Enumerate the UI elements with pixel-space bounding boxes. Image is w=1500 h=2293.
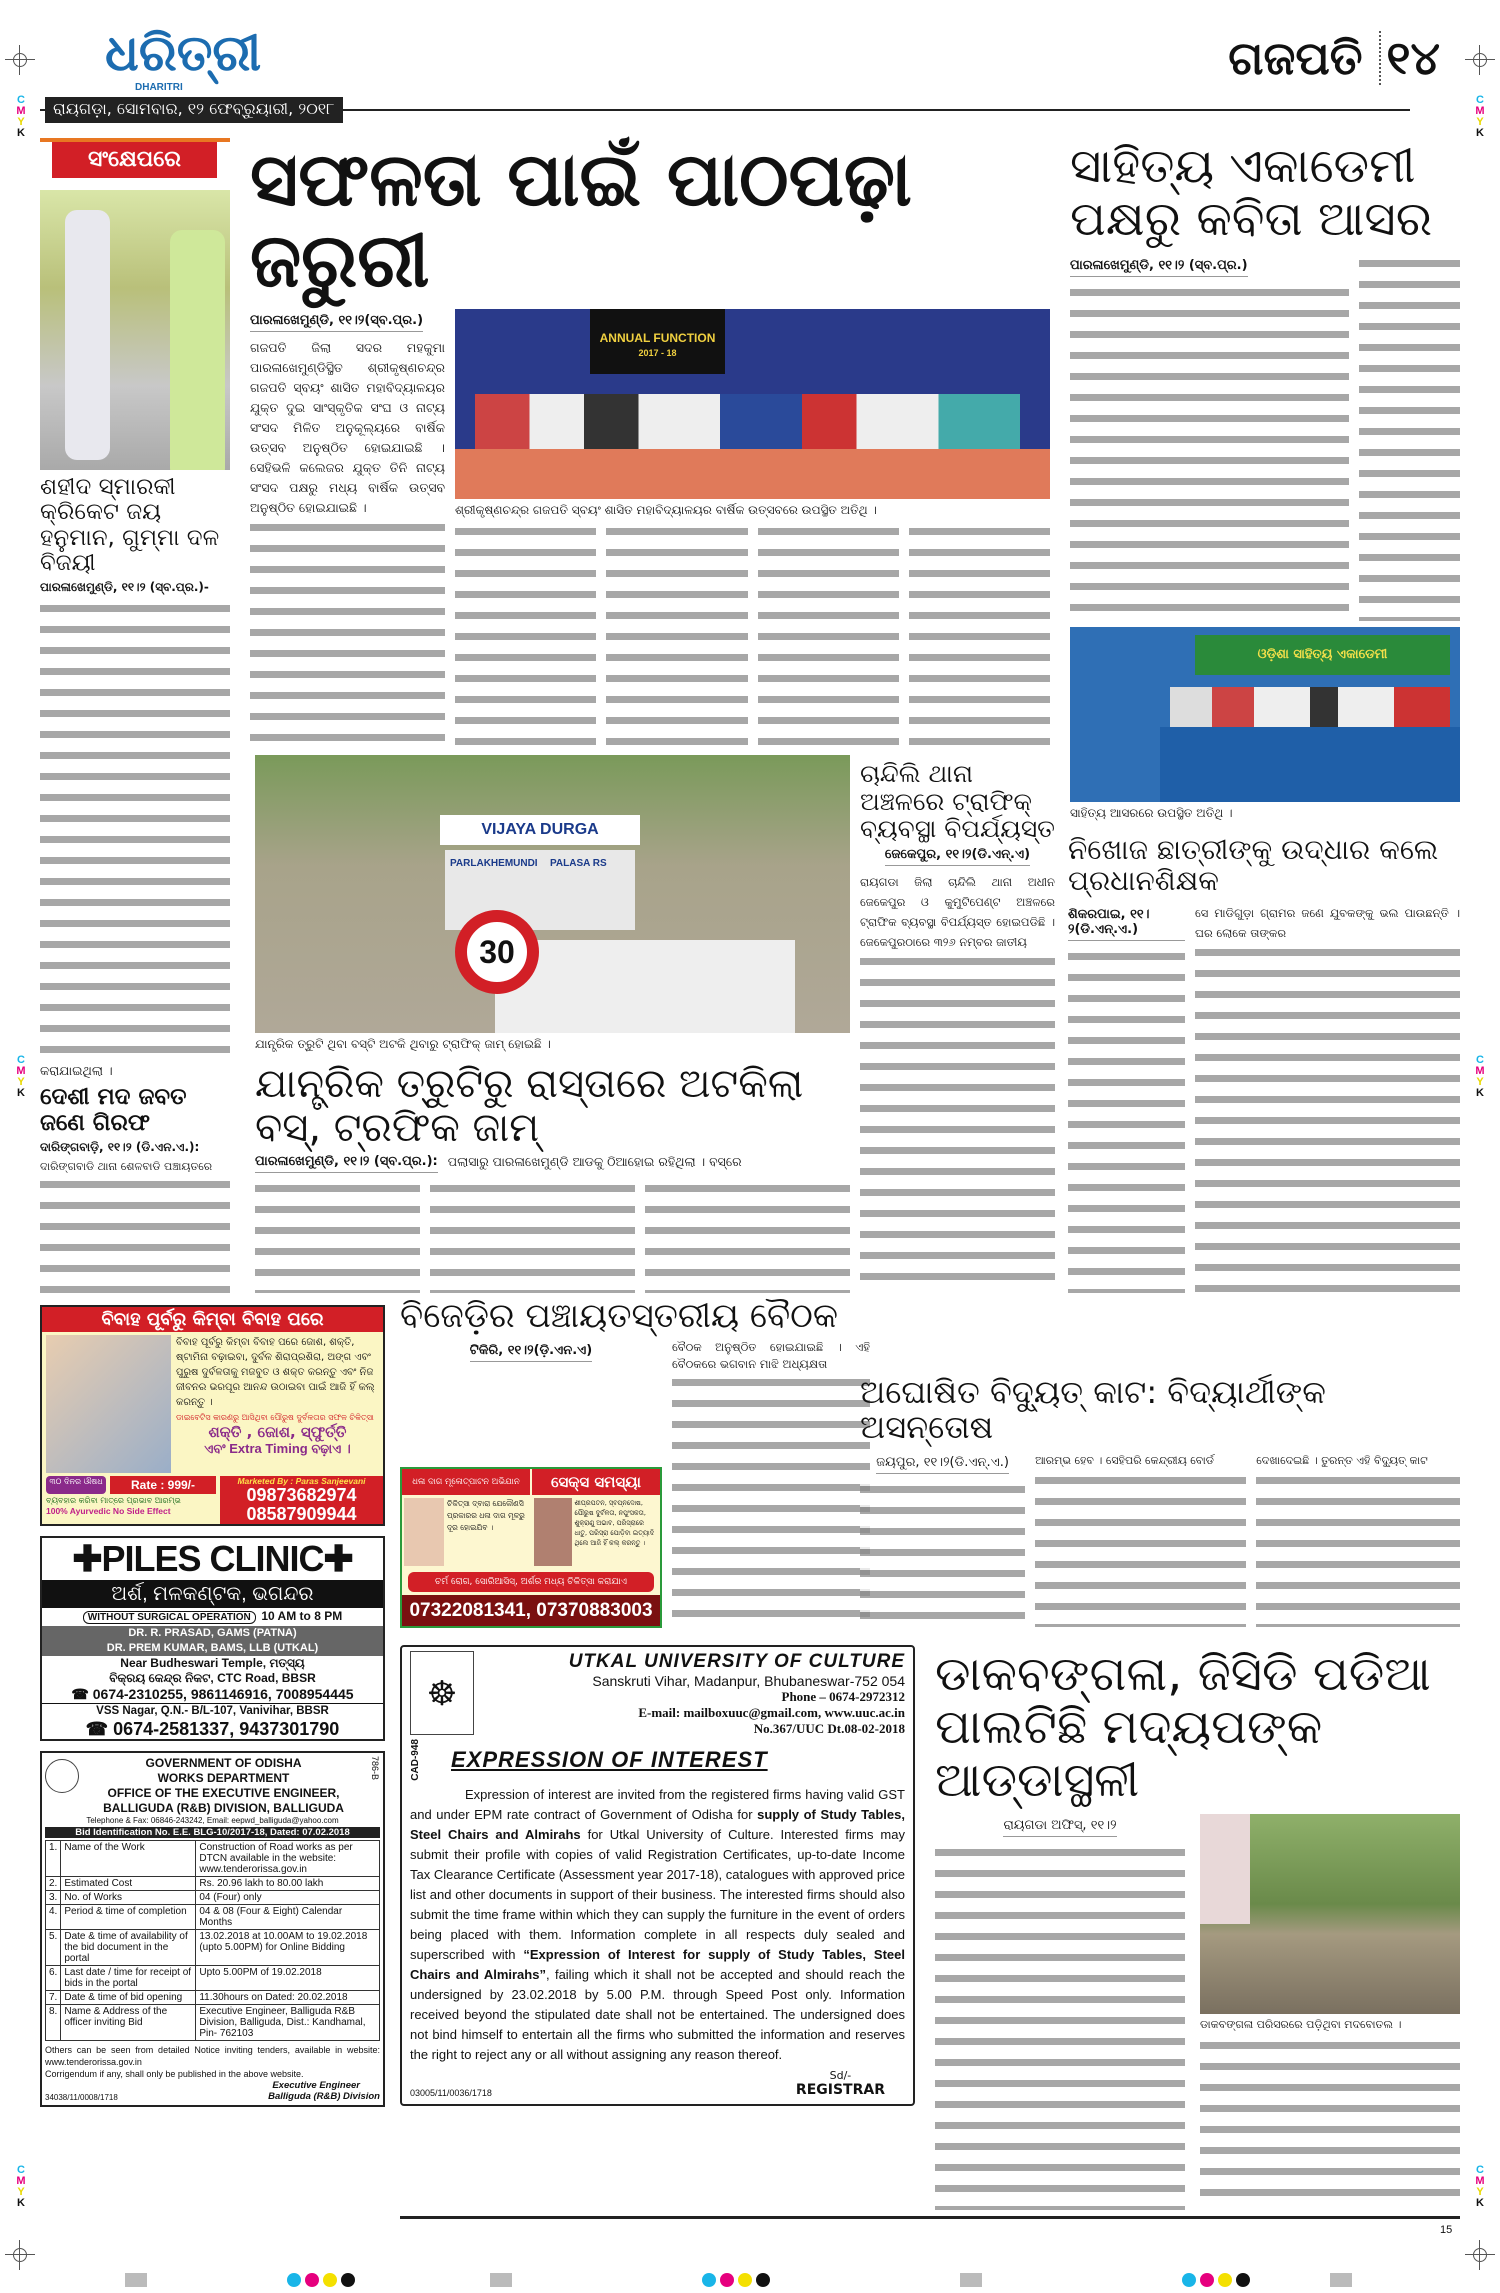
lead-body-col (606, 522, 747, 745)
ad-wedding (40, 1305, 385, 1526)
ad-wedding-contact (220, 1476, 383, 1524)
ad-wedding-rate: Rate : 999/- (110, 1476, 216, 1494)
ad-govt-line: OFFICE OF THE EXECUTIVE ENGINEER, (107, 1786, 340, 1800)
ad-govt-line: GOVERNMENT OF ODISHA (145, 1756, 302, 1770)
nikhoj-body-col (1068, 947, 1185, 1293)
row-number: 3. (46, 1891, 61, 1905)
ad-govt-signature: Executive Engineer (272, 2080, 360, 2091)
ad-wedding-effect: ବ୍ୟବହାର କରିବା ମାତ୍ରେ ପ୍ରଭାବ ଆରମ୍ଭ (46, 1496, 181, 1505)
ad-govt-contact: Telephone & Fax: 06846-243242, Email: eepwd_balliguda@yahoo.com (86, 1816, 339, 1825)
photo-people (475, 394, 1020, 449)
lead-lead: ଗଜପତି ଜିଲା ସଦର ମହକୁମା ପାରଳାଖେମୁଣ୍ଡିସ୍ଥିତ ଶ୍ରୀକୃଷ୍ଣଚନ୍ଦ୍ର ଗଜପତି ସ୍ବୟଂ ଶାସିତ ମହାବିଦ୍ୟାଳୟର ଯୁକ୍ତ ଦୁଇ ସାଂସ୍କୃତିକ ସଂଘ ଓ ନାଟ୍ୟ ସଂସଦ ମିଳିତ ଅନୁକୂଲ୍ୟରେ ବାର୍ଷିକ ଉତ୍ସବ ଅନୁଷ୍ଠିତ ହୋଇଯାଇଛି । ସେହିଭଳି କଲେଜର ଯୁକ୍ତ ତିନି ନାଟ୍ୟ ସଂସଦ ପକ୍ଷରୁ ମଧ୍ୟ ବାର୍ଷିକ ଉତ୍ସବ ଅନୁଷ୍ଠିତ ହୋଇଯାଇଛି । (250, 339, 445, 515)
nikhoj-body-col (1195, 943, 1460, 1293)
ad-piles-phone[interactable]: ☎ 0674-2581337, 9437301790 (85, 1719, 340, 1739)
row-value: 04 (Four) only (196, 1891, 380, 1905)
ad-piles-phone[interactable]: ☎ 0674-2310255, 9861146916, 7008954445 (42, 1686, 383, 1704)
cmyk-strip: C M Y K (16, 94, 26, 139)
ad-piles-address: ବିକ୍ରୟ କେନ୍ଦ୍ର ନିକଟ, CTC Road, BBSR (109, 1671, 316, 1685)
photo-banner (590, 309, 725, 374)
folio-page-number: 15 (1440, 2224, 1453, 2236)
lead-body-col (758, 522, 899, 745)
face-photo (404, 1498, 444, 1566)
table-row (46, 1991, 380, 2005)
bus-board: PARLAKHEMUNDI (450, 858, 538, 869)
ad-piles-doctor: DR. R. PRASAD, GAMS (PATNA) (128, 1627, 297, 1639)
registration-mark (5, 2240, 35, 2270)
color-bar (1330, 2272, 1352, 2291)
section-name: ଗଜପତି (1228, 31, 1363, 85)
eoi-sd: Sd/- (829, 2068, 852, 2082)
ad-govt-note: Others can be seen from detailed Notice inviting tenders, available in website: www.tenderorissa.gov.in (45, 2045, 380, 2067)
dakbangla-headline: ଡାକବଙ୍ଗଳା, ଜିସିଡି ପଡିଆ ପାଲଟିଛି ମଦ୍ୟପଙ୍କ ଆଡ୍ଡାସ୍ଥଳୀ (935, 1646, 1431, 1808)
ad-wedding-purple: ଶକ୍ତି , ଜୋଶ, ସ୍ଫୁର୍ତ୍ତି (208, 1423, 347, 1441)
brief-headline-1: ଶହୀଦ ସ୍ମାରକୀ କ୍ରିକେଟ ଜୟ ହନୁମାନ, ଗୁମ୍ମା ଦଳ ବିଜୟୀ (40, 474, 220, 576)
row-number: 4. (46, 1905, 61, 1930)
odisha-emblem-icon (45, 1759, 79, 1793)
color-bar (125, 2272, 147, 2291)
cmyk-strip: C M Y K (1475, 1054, 1485, 1099)
bus-lead: ପଲାସାରୁ ପାରଳାଖେମୁଣ୍ଡି ଆଡକୁ ଠିଆହୋଇ ରହିଥିଲା । ବସ୍‌ରେ (447, 1154, 742, 1169)
cmyk-strip: C M Y K (16, 2164, 26, 2209)
brief-headline-2: ଦେଶୀ ମଦ ଜବତ ଜଣେ ଗିରଫ (40, 1084, 187, 1136)
eoi-text: Expression of interest are invited from the registered firms having valid GST and under EPM rate contract of Government of Odisha for (410, 1786, 905, 1822)
uuc-name: UTKAL UNIVERSITY OF CULTURE (568, 1651, 905, 1672)
ad-wedding-ayurvedic: 100% Ayurvedic No Side Effect (46, 1506, 171, 1516)
lead-body-col (250, 518, 445, 745)
color-bar (700, 2272, 772, 2291)
bjd-body-col (672, 1373, 870, 1628)
bus-body-col (255, 1179, 420, 1293)
lead-caption: ଶ୍ରୀକୃଷ୍ଣଚନ୍ଦ୍ର ଗଜପତି ସ୍ବୟଂ ଶାସିତ ମହାବିଦ୍ୟାଳୟର ବାର୍ଷିକ ଉତ୍ସବରେ ଉପସ୍ଥିତ ଅତିଥି । (455, 502, 877, 517)
photo-table (1160, 727, 1460, 802)
brief-body-1 (40, 599, 230, 1061)
ad-wedding-days: ୩୦ ଦିନର ଔଷଧ (46, 1476, 106, 1494)
ad-piles-title: ✚PILES CLINIC✚ (72, 1538, 353, 1579)
row-label: Name & Address of the officer inviting Bid (61, 2005, 196, 2041)
left-ads-column (40, 1305, 385, 2107)
brief-label: ସଂକ୍ଷେପରେ (52, 142, 217, 178)
color-bar (1180, 2272, 1252, 2291)
ad-govt-line: BALLIGUDA (R&B) DIVISION, BALLIGUDA (103, 1801, 344, 1815)
ad-piles-doctor: DR. PREM KUMAR, BAMS, LLB (UTKAL) (106, 1642, 319, 1654)
eoi-text-bold: “Expression of Interest for supply of Study Tables, Steel Chairs and Almirahs” (410, 1946, 905, 1982)
ad-govt-bid-id: Bid Identification No. E.E. BLG-10/2017-18, Dated: 07.02.2018 (45, 1827, 380, 1838)
lead-story (250, 137, 1050, 745)
row-number: 5. (46, 1930, 61, 1966)
bjd-headline: ବିଜେଡ଼ିର ପଞ୍ଚାୟତସ୍ତରୀୟ ବୈଠକ (400, 1296, 838, 1336)
bottom-rule (400, 2216, 1460, 2219)
annual-function-photo (455, 309, 1050, 499)
bus-story (255, 755, 850, 1293)
table-row (46, 1877, 380, 1891)
ad-skin-right-body: ଶୀଘ୍ରପତନ, ସ୍ବପ୍ନଦୋଷ, ପୌରୁଷ ଦୁର୍ବଳତା, ନପୁଂସକତା, ଶୁକ୍ରାଣୁ ଅଭାବ, ପରିସ୍ରାରେ ଧାତୁ, ପରିସ୍ରା ପୋଡ଼ିବା ଇତ୍ୟାଦି ଥିଲେ ଆଜି ହିଁ କଲ୍ କରନ୍ତୁ । (574, 1499, 655, 1547)
row-label: Name of the Work (61, 1841, 196, 1877)
table-row (46, 1905, 380, 1930)
uuc-ref-no: No.367/UUC Dt.08-02-2018 (753, 1721, 905, 1736)
sahitya-body-col (1070, 283, 1349, 621)
ad-wedding-title: ବିବାହ ପୂର୍ବରୁ କିମ୍ବା ବିବାହ ପରେ (42, 1307, 383, 1332)
ad-piles-badge: WITHOUT SURGICAL OPERATION (83, 1611, 256, 1624)
ad-skin-band: ଚର୍ମ ରୋଗ, ସୋରିଆସିସ୍, ଅର୍ଶର ମଧ୍ୟ ଚିକିତ୍ସା କରାଯାଏ (408, 1572, 654, 1592)
date-bar: ରାୟଗଡ଼ା, ସୋମବାର, ୧୨ ଫେବ୍ରୁୟାରୀ, ୨୦୧୮ (45, 97, 343, 123)
speed-sign: 30 (455, 910, 539, 994)
tender-table (45, 1840, 380, 2041)
registration-mark (1465, 2240, 1495, 2270)
bus-board: PALASA RS (550, 858, 607, 869)
row-value: Rs. 20.96 lakh to 80.00 lakh (196, 1877, 380, 1891)
couple-photo (534, 1498, 572, 1566)
ad-govt-ref: 34038/11/0008/1718 (45, 2093, 118, 2102)
row-value: Construction of Road works as per DTCN available in the website: www.tenderorissa.gov.in (196, 1841, 380, 1877)
lead-body-col (455, 522, 596, 745)
dakbangla-body-col (1200, 2036, 1460, 2210)
nikhoj-dateline: ଶିକରପାଇ, ୧୧।୨(ଡି.ଏନ୍.ଏ.) (1068, 907, 1185, 941)
power-body-col (860, 1480, 1025, 1627)
power-headline: ଅଘୋଷିତ ବିଦ୍ୟୁତ୍ କାଟ: ବିଦ୍ୟାର୍ଥୀଙ୍କ ଅସନ୍ତୋଷ (860, 1373, 1326, 1447)
power-lead-2: ଆରମ୍ଭ ହେବ । ସେହିପରି କେନ୍ଦ୍ରୀୟ ବୋର୍ଡ (1035, 1454, 1214, 1468)
chandili-headline: ଚାନ୍ଦିଲି ଥାନା ଅଞ୍ଚଳରେ ଟ୍ରାଫିକ୍ ବ୍ୟବସ୍ଥା ବିପର୍ଯ୍ୟସ୍ତ (860, 759, 1055, 843)
color-bar (960, 2272, 982, 2291)
ad-phone[interactable]: 08587909944 (246, 1504, 357, 1524)
power-story (860, 1375, 1460, 1627)
ad-phone[interactable]: 09873682974 (246, 1485, 357, 1505)
ad-ref: 03005/11/0036/1718 (410, 2087, 492, 2098)
power-body-col (1256, 1471, 1460, 1627)
photo-figure (65, 210, 110, 460)
dakbangla-body-col (935, 1843, 1185, 2210)
table-row (46, 2005, 380, 2041)
registration-mark (5, 45, 35, 75)
ad-piles-title-text: PILES CLINIC (101, 1538, 324, 1579)
table-row (46, 1841, 380, 1877)
table-row (46, 1891, 380, 1905)
row-label: Date & time of bid opening (61, 1991, 196, 2005)
registration-mark (1465, 45, 1495, 75)
dakbangla-dateline: ରାୟଗଡା ଅଫିସ୍, ୧୧।୨ (1003, 1818, 1116, 1837)
photo-table (455, 449, 1050, 499)
row-value: 13.02.2018 at 10.00AM to 19.02.2018 (upto 5.00PM) for Online Bidding (196, 1930, 380, 1966)
nikhoj-story (1068, 835, 1460, 1293)
ad-piles-odia: ଅର୍ଶ, ମଳକଣ୍ଟକ, ଭଗନ୍ଦର (42, 1580, 383, 1608)
eoi-registrar: REGISTRAR (795, 2081, 885, 2098)
row-label: Estimated Cost (61, 1877, 196, 1891)
row-number: 7. (46, 1991, 61, 2005)
brief-body-2 (40, 1175, 230, 1295)
sahitya-photo (1070, 627, 1460, 802)
eoi-text: for Utkal University of Culture. Interested firms may submit their profile with copies of valid Registration Certificates, up-to-date Income Tax Clearance Certificate (Assessment year 2017-18), catalogues with approved price list and other documents in support of their business. The interested firms should also submit the time frame within which they can supply the furniture in the event of orders being placed with them. Information complete in all respects duly sealed and superscribed with (410, 1826, 905, 1962)
brief-column (40, 190, 230, 1295)
ad-govt-signature: Balliguda (R&B) Division (268, 2091, 380, 2102)
row-label: Last date / time for receipt of bids in the portal (61, 1966, 196, 1991)
dakbangla-photo (1200, 1814, 1460, 2014)
photo-people (1170, 687, 1450, 727)
building (1200, 1814, 1250, 1924)
eoi-title: EXPRESSION OF INTEREST (451, 1746, 768, 1772)
nikhoj-lead: ସେ ମାଡିଗୁଡ଼ା ଗ୍ରାମର ଜଣେ ଯୁବକଙ୍କୁ ଭଲ ପାଉଛନ୍ତି । ଘର ଲୋକେ ତାଙ୍କର (1195, 905, 1460, 940)
ad-code: CAD-948 (410, 1739, 421, 1781)
uuc-phone: Phone – 0674-2972312 (781, 1689, 905, 1704)
dakbangla-story (935, 1648, 1460, 2210)
uuc-email: E-mail: mailboxuuc@gmail.com, www.uuc.ac.in (638, 1705, 905, 1720)
ad-wedding-red: ଡାଇବେଟିସ କାରଣରୁ ଆସିଥିବା ପୌରୁଷ ଦୁର୍ବଳତାର ସଫଳ ଚିକିତ୍ସା (176, 1413, 374, 1422)
ad-uuc-eoi (400, 1645, 915, 2106)
cmyk-strip: C M Y K (1475, 94, 1485, 139)
row-number: 6. (46, 1966, 61, 1991)
ad-govt-note: Corrigendum if any, shall only be published in the above website. (45, 2069, 304, 2079)
row-label: Date & time of availability of the bid document in the portal (61, 1930, 196, 1966)
lead-body-col (909, 522, 1050, 745)
chandili-story (860, 760, 1055, 1293)
row-number: 2. (46, 1877, 61, 1891)
ad-marketed-by: Marketed By : Paras Sanjeevani (237, 1476, 366, 1486)
sahitya-caption: ସାହିତ୍ୟ ଆସରରେ ଉପସ୍ଥିତ ଅତିଥି । (1070, 806, 1233, 820)
bjd-lead: ବୈଠକ ଅନୁଷ୍ଠିତ ହୋଇଯାଇଛି । ଏହି ବୈଠକରେ ଭଗବାନ ମାଝି ଅଧ୍ୟକ୍ଷତା (672, 1340, 870, 1372)
brief-dateline-1: ପାରଳାଖେମୁଣ୍ଡି, ୧୧।୨ (ସ୍ବ.ପ୍ର.)- (40, 580, 209, 595)
table-row (46, 1966, 380, 1991)
couple-photo (46, 1335, 171, 1473)
brief-end-1: କରାଯାଇଥିଲା । (40, 1063, 113, 1079)
bus-body-col (645, 1179, 850, 1293)
power-lead-3: ଦେଖାଦେଇଛି । ତୁରନ୍ତ ଏହି ବିଦ୍ୟୁତ୍ କାଟ (1256, 1454, 1428, 1468)
section-title (1228, 31, 1440, 85)
bus-caption: ଯାନ୍ତ୍ରିକ ତ୍ରୁଟି ଥିବା ବସ୍‌ଟି ଅଟକି ଥିବାରୁ ଟ୍ରାଫିକ୍ ଜାମ୍ ହୋଇଛି । (255, 1037, 551, 1051)
sahitya-story (1070, 140, 1460, 825)
ad-piles-address: VSS Nagar, Q.N.- B/L-107, Vanivihar, BBSR (96, 1705, 329, 1717)
chandili-body (860, 952, 1055, 1294)
sahitya-body-col (1359, 254, 1460, 621)
row-value: Upto 5.00PM of 19.02.2018 (196, 1966, 380, 1991)
logo-subtitle: DHARITRI (135, 82, 183, 93)
ad-wedding-timing: ଏବଂ Extra Timing ବଢ଼ାଏ । (204, 1441, 351, 1456)
bus-traffic-photo (255, 755, 850, 1033)
color-bar (285, 2272, 357, 2291)
cmyk-strip: C M Y K (16, 1054, 26, 1099)
row-label: No. of Works (61, 1891, 196, 1905)
table-row (46, 1930, 380, 1966)
bus-headline: ଯାନ୍ତ୍ରିକ ତ୍ରୁଟିରୁ ରାସ୍ତାରେ ଅଟକିଲା ବସ୍, ଟ୍ରଫିକ ଜାମ୍ (255, 1061, 804, 1151)
brief-lead-2: ଦାରିଙ୍ଗବାଡି ଥାନା ଶେଳବାଡି ପଞ୍ଚାୟତରେ (40, 1160, 213, 1173)
ad-piles-hours: 10 AM to 8 PM (261, 1609, 343, 1623)
row-value: Executive Engineer, Balliguda R&B Division, Balliguda, Dist.: Kandhamal, Pin- 762103 (196, 2005, 380, 2041)
row-value: 04 & 08 (Four & Eight) Calendar Months (196, 1905, 380, 1930)
ad-skin-phones[interactable]: 07322081341, 07370883003 (402, 1595, 660, 1626)
eoi-text-bold: supply of Study Tables, Steel Chairs and Almirahs (410, 1806, 905, 1842)
car (495, 940, 795, 1033)
bjd-dateline: ଟିକିରି, ୧୧।୨(ଡ଼ି.ଏନ.ଏ) (470, 1343, 592, 1362)
chandili-dateline: ଜେକେପୁର, ୧୧।୨(ଡି.ଏନ୍.ଏ) (885, 847, 1030, 866)
uuc-address: Sanskruti Vihar, Madanpur, Bhubaneswar-752 054 (592, 1673, 905, 1689)
cmyk-strip: C M Y K (1475, 2164, 1485, 2209)
ad-govt-tender (40, 1751, 385, 2107)
ad-skin-clinic (400, 1467, 662, 1628)
eoi-body (410, 1785, 905, 2065)
ad-piles-address: Near Budheswari Temple, ମତ୍ସ୍ୟ (120, 1656, 305, 1670)
ad-skin-right-title: ସେକ୍ସ ସମସ୍ୟା (532, 1469, 660, 1495)
brief-dateline-2: ଦାରିଙ୍ଗବାଡ଼ି, ୧୧।୨ (ଡି.ଏନ.ଏ.): (40, 1140, 200, 1154)
ad-piles-clinic (40, 1536, 385, 1741)
uuc-logo-wheel-icon: ☸ (410, 1651, 474, 1735)
dakbangla-caption: ଡାକବଙ୍ଗଳା ପରିସରରେ ପଡ଼ିଥିବା ମଦବୋତଲ । (1200, 2018, 1402, 2032)
ad-wedding-body: ବିବାହ ପୂର୍ବରୁ କିମ୍ବା ବିବାହ ପରେ ଜୋଶ, ଶକ୍ତି, ଷ୍ଟାମିନା ବଢ଼ାଇବା, ଦୁର୍ବଳ ଶିରାପ୍ରଶିରା, ଅଙ୍ଗ ଏବଂ ପୁରୁଷ ଦୁର୍ବଳତାକୁ ମଜବୁତ ଓ ଶକ୍ତ କରନ୍ତୁ ଏବଂ ନିଜ ଜୀବନର ଭରପୂର ଆନନ୍ଦ ଉଠାଇବା ପାଇଁ ଆଜି ହିଁ କଲ୍ କରନ୍ତୁ । (176, 1337, 375, 1408)
bjd-story (400, 1298, 870, 1628)
page-number: ୧୪ (1379, 31, 1440, 85)
cricket-photo (40, 190, 230, 470)
eoi-text: , failing which it shall not be accepted and should reach the undersigned by 23.02.2018 by 5.00 P.M. through Speed Post only. Information received beyond the stipulated date shall not be entertained. The undersigned does not bind himself to entertain all the firms who submitted the information and reserves the right to reject any or all without assigning any reason thereof. (410, 1966, 905, 2062)
newspaper-logo: ଧରିତ୍ରୀ (105, 24, 262, 82)
sahitya-headline: ସାହିତ୍ୟ ଏକାଡେମୀ ପକ୍ଷରୁ କବିତା ଆସର (1070, 138, 1433, 247)
sahitya-dateline: ପାରଳାଖେମୁଣ୍ଡି, ୧୧।୨ (ସ୍ବ.ପ୍ର.) (1070, 258, 1248, 277)
ad-skin-left-body: ଚିକିତ୍ସା ଦ୍ବାରା ଯେକୌଣସି ପ୍ରକାରର ଧଳା ଦାଗ ମୂଳରୁ ଦୂର ହୋଇଯିବ । (447, 1499, 525, 1532)
bus-dateline: ପାରଳାଖେମୁଣ୍ଡି, ୧୧।୨ (ସ୍ବ.ପ୍ର.): (255, 1154, 438, 1173)
row-value: 11.30hours on Dated: 20.02.2018 (196, 1991, 380, 2005)
bus-name: VIJAYA DURGA (440, 815, 640, 845)
ad-skin-left-title: ଧଳା ଦାଗ ମୂଳୋତ୍ପାଟନ ଅଭିଯାନ (402, 1469, 530, 1495)
power-body-col (1035, 1471, 1246, 1627)
lead-dateline: ପାରଳାଖେମୁଣ୍ଡି, ୧୧।୨(ସ୍ବ.ପ୍ର.) (250, 313, 423, 332)
nikhoj-headline: ନିଖୋଜ ଛାତ୍ରୀଙ୍କୁ ଉଦ୍ଧାର କଲେ ପ୍ରଧାନଶିକ୍ଷକ (1068, 833, 1439, 897)
lead-headline: ସଫଳତା ପାଇଁ ପାଠପଢ଼ା ଜରୁରୀ (250, 137, 912, 305)
photo-figure (170, 230, 225, 470)
bus-body-col (430, 1179, 635, 1293)
banner-year: 2017 - 18 (638, 347, 677, 358)
row-number: 1. (46, 1841, 61, 1877)
banner-text: ANNUAL FUNCTION (599, 330, 716, 345)
color-bar (490, 2272, 512, 2291)
power-dateline: ଜୟପୁର, ୧୧।୨(ଡି.ଏନ୍.ଏ.) (876, 1455, 1009, 1474)
row-number: 8. (46, 2005, 61, 2041)
chandili-lead: ରାୟଗଡା ଜିଲା ଚାନ୍ଦିଲି ଥାନା ଅଧୀନ ଜେକେପୁର ଓ କୁମୁଟିପେଣ୍ଟ ଅଞ୍ଚଳରେ ଟ୍ରାଫିକ ବ୍ୟବସ୍ଥା ବିପର୍ଯ୍ୟସ୍ତ ହୋଇପଡିଛି । ଜେକେପୁରଠାରେ ୩୨୬ ନମ୍ବର ଜାତୀୟ (860, 874, 1055, 949)
photo-banner: ଓଡ଼ିଶା ସାହିତ୍ୟ ଏକାଡେମୀ (1195, 635, 1450, 675)
row-label: Period & time of completion (61, 1905, 196, 1930)
ad-govt-line: WORKS DEPARTMENT (157, 1771, 290, 1785)
ad-code: 786-B (370, 1756, 380, 1781)
